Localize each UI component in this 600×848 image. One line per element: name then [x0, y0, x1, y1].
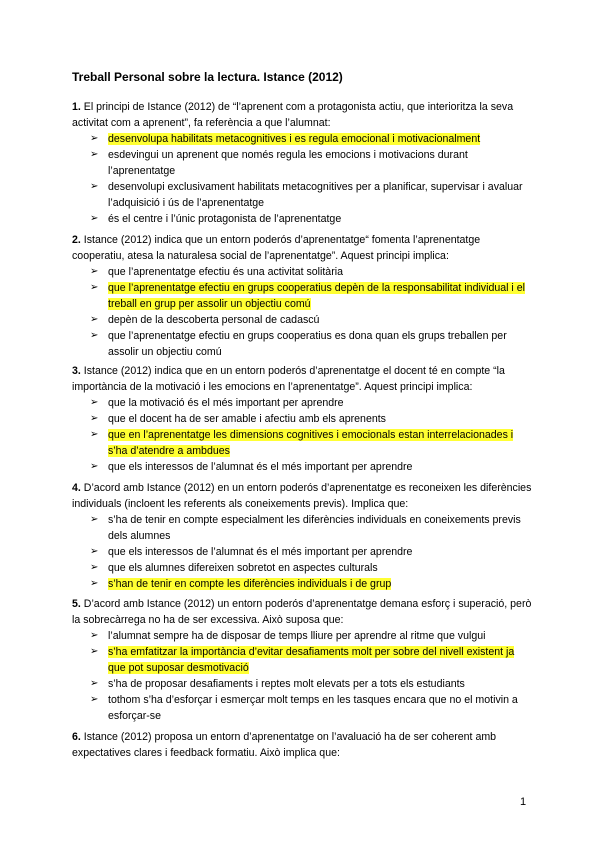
highlighted-answer: s’ha emfatitzar la importància d’evitar desafiaments molt per sobre del nivell existent ja que pot suposar desmotivació: [108, 646, 515, 674]
question-6: [72, 729, 532, 761]
arrow-bullet-icon: ➢: [90, 213, 99, 224]
highlighted-answer: que en l’aprenentatge les dimensions cognitives i emocionals estan interrelacionades i s’ha d’atendre a ambdues: [108, 429, 514, 457]
highlighted-answer: que l’aprenentatge efectiu en grups cooperatius depèn de la responsabilitat individual i el treball en grup per assolir un objectiu comú: [108, 282, 525, 310]
question-text: 2. Istance (2012) indica que un entorn poderós d’aprenentatge“ fomenta l’aprenentatge cooperatiu, atesa la naturalesa social de l’aprenentatge”. Aquest principi implica:: [72, 234, 481, 262]
arrow-bullet-icon: ➢: [90, 413, 99, 424]
arrow-bullet-icon: ➢: [90, 181, 99, 192]
option-list: [72, 131, 532, 227]
option-list: [72, 264, 532, 360]
question-4: [72, 480, 532, 592]
arrow-bullet-icon: ➢: [90, 149, 99, 160]
arrow-bullet-icon: ➢: [90, 678, 99, 689]
page-number: 1: [520, 796, 527, 808]
arrow-bullet-icon: ➢: [90, 330, 99, 341]
question-text: 6. Istance (2012) proposa un entorn d’aprenentatge on l’avaluació ha de ser coherent amb expectatives clares i feedback formatiu. Això implica que:: [72, 731, 497, 759]
question-text: 4. D’acord amb Istance (2012) en un entorn poderós d’aprenentatge es reconeixen les diferències individuals (incloent les referents als coneixements previs). Implica que:: [72, 482, 532, 510]
arrow-bullet-icon: ➢: [90, 694, 99, 705]
arrow-bullet-icon: ➢: [90, 461, 99, 472]
option-item: ➢ és el centre i l’únic protagonista de l’aprenentatge: [90, 213, 342, 225]
arrow-bullet-icon: ➢: [90, 514, 99, 525]
arrow-bullet-icon: ➢: [90, 282, 99, 293]
option-list: [72, 395, 532, 475]
option-item: ➢ que l’aprenentatge efectiu és una activitat solitària: [90, 266, 343, 278]
option-item: ➢ esdevingui un aprenent que només regula les emocions i motivacions durant l’aprenentatge: [90, 149, 468, 177]
option-item: ➢ que la motivació és el més important per aprendre: [90, 397, 344, 409]
arrow-bullet-icon: ➢: [90, 397, 99, 408]
question-1: [72, 99, 532, 227]
question-text: 1. El principi de Istance (2012) de “l’aprenent com a protagonista actiu, que interioritza la seva activitat com a aprenent”, fa referència a que l’alumnat:: [72, 101, 514, 129]
option-list: [72, 628, 532, 724]
arrow-bullet-icon: ➢: [90, 630, 99, 641]
arrow-bullet-icon: ➢: [90, 546, 99, 557]
option-item: ➢ depèn de la descoberta personal de cadascú: [90, 314, 320, 326]
question-2: [72, 232, 532, 360]
arrow-bullet-icon: ➢: [90, 562, 99, 573]
option-item: ➢ que el docent ha de ser amable i afectiu amb els aprenents: [90, 413, 386, 425]
question-text: 5. D’acord amb Istance (2012) un entorn poderós d’aprenentatge demana esforç i superació, però la sobrecàrrega no ha de ser excessiva. Això suposa que:: [72, 598, 532, 626]
document-title: Treball Personal sobre la lectura. Istance (2012): [72, 70, 343, 84]
highlighted-answer: desenvolupa habilitats metacognitives i es regula emocional i motivacionalment: [108, 133, 481, 145]
arrow-bullet-icon: ➢: [90, 429, 99, 440]
option-item: [72, 576, 532, 592]
option-item: ➢ s’ha de tenir en compte especialment les diferències individuals en coneixements previs dels alumnes: [90, 514, 521, 542]
option-item: [72, 280, 532, 312]
option-item: [72, 427, 532, 459]
option-item: ➢ desenvolupi exclusivament habilitats metacognitives per a planificar, supervisar i avaluar l’adquisició i ús de l’aprenentatge: [90, 181, 523, 209]
option-item: ➢ que els interessos de l’alumnat és el més important per aprendre: [90, 461, 413, 473]
option-item: ➢ que els interessos de l’alumnat és el més important per aprendre: [90, 546, 413, 558]
option-item: ➢ que els alumnes difereixen sobretot en aspectes culturals: [90, 562, 378, 574]
arrow-bullet-icon: ➢: [90, 578, 99, 589]
option-item: ➢ tothom s’ha d’esforçar i esmerçar molt temps en les tasques encara que no el motivin a esforçar-se: [90, 694, 518, 722]
option-item: ➢ que l’aprenentatge efectiu en grups cooperatius es dona quan els grups treballen per assolir un objectiu comú: [90, 330, 507, 358]
question-3: [72, 363, 532, 475]
question-5: [72, 596, 532, 724]
arrow-bullet-icon: ➢: [90, 133, 99, 144]
arrow-bullet-icon: ➢: [90, 266, 99, 277]
option-item: ➢ s’ha de proposar desafiaments i reptes molt elevats per a tots els estudiants: [90, 678, 465, 690]
arrow-bullet-icon: ➢: [90, 646, 99, 657]
option-item: [72, 644, 532, 676]
option-list: [72, 512, 532, 592]
option-item: [72, 131, 532, 147]
option-item: ➢ l’alumnat sempre ha de disposar de temps lliure per aprendre al ritme que vulgui: [90, 630, 486, 642]
arrow-bullet-icon: ➢: [90, 314, 99, 325]
question-text: 3. Istance (2012) indica que en un entorn poderós d’aprenentatge el docent té en compte “la importància de la motivació i les emocions en l’aprenentatge”. Aquest principi implica:: [72, 365, 505, 393]
highlighted-answer: s’han de tenir en compte les diferències individuals i de grup: [108, 578, 392, 590]
